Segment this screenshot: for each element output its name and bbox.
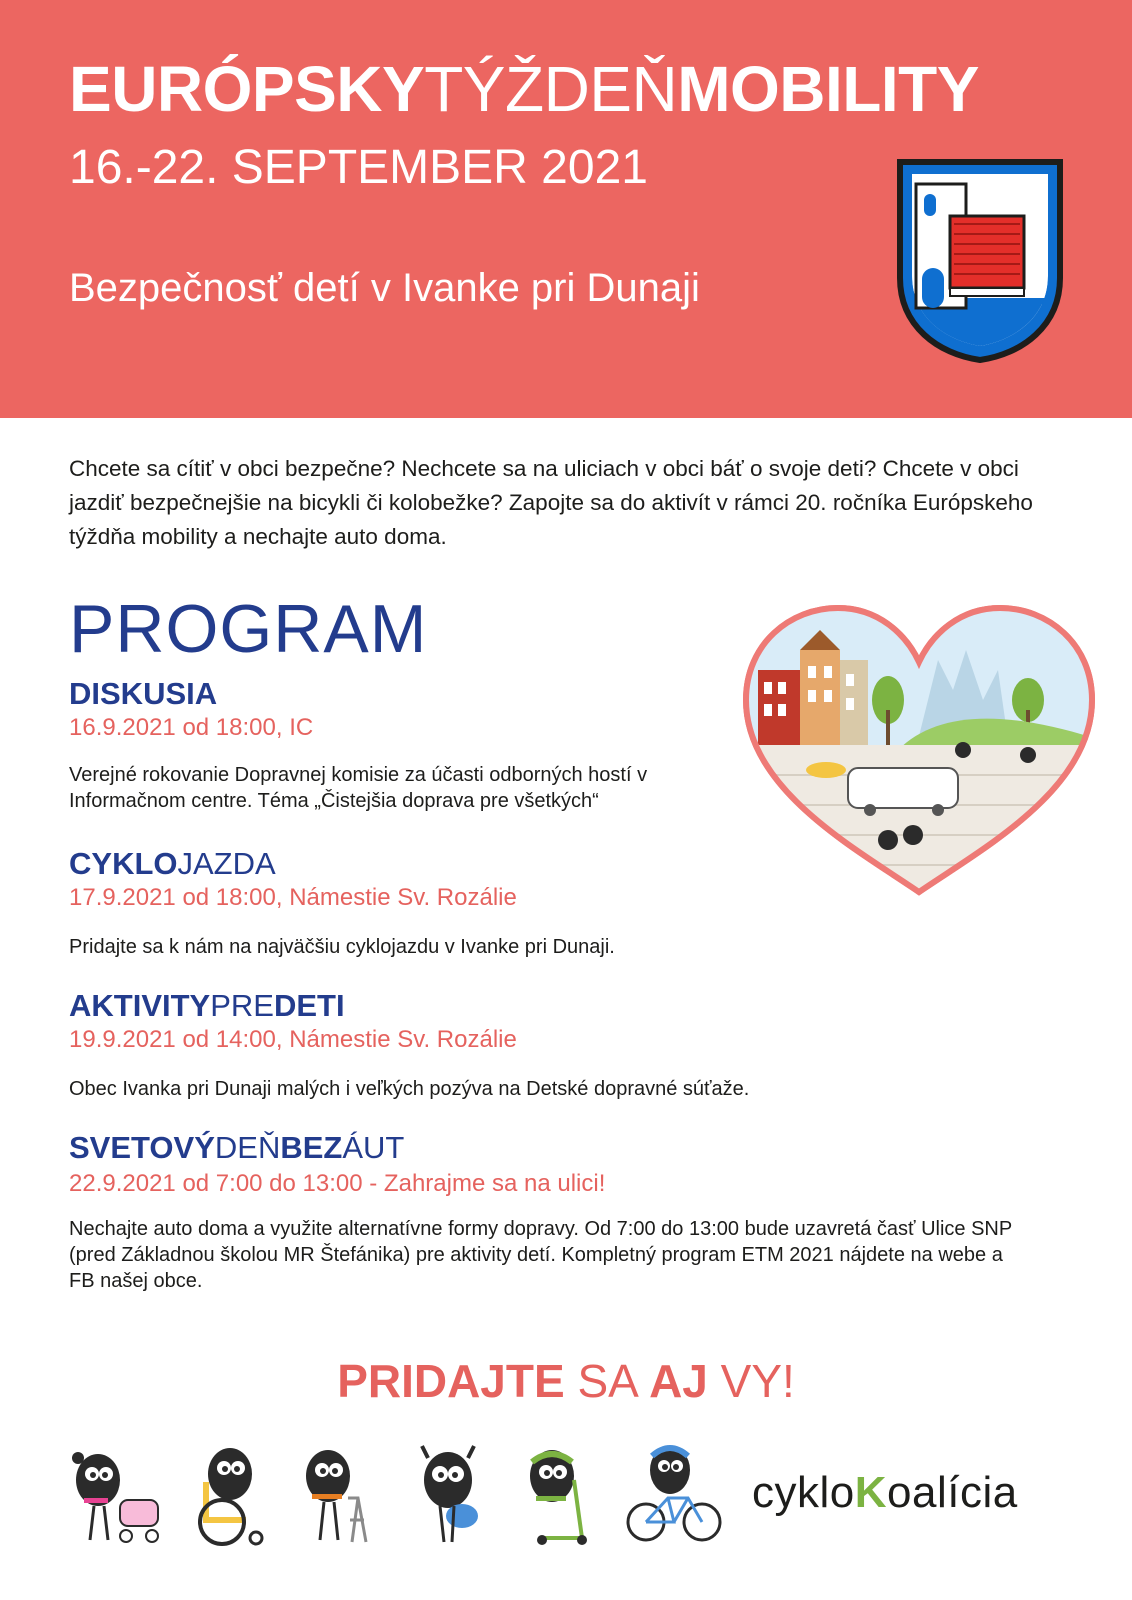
title-part-tyzden: TÝŽDEŇ bbox=[424, 53, 678, 125]
logo-text-part: cyklo bbox=[752, 1468, 855, 1517]
section-date-cyklojazda: 17.9.2021 od 18:00, Námestie Sv. Rozálie bbox=[69, 884, 517, 911]
section-text-diskusia: Verejné rokovanie Dopravnej komisie za účasti odborných hostí v Informačnom centre. Téma „Čistejšia doprava pre všetkých“ bbox=[69, 764, 648, 812]
section-title-cyklojazda bbox=[69, 846, 276, 882]
cta-part-light: VY! bbox=[720, 1355, 795, 1407]
section-title-bold: CYKLO bbox=[69, 846, 178, 881]
section-title-bold: DISKUSIA bbox=[69, 676, 218, 711]
mascot-pet-carrier-icon bbox=[400, 1440, 500, 1550]
title-part-mobility: MOBILITY bbox=[677, 53, 979, 125]
section-title-bold: DETI bbox=[273, 988, 345, 1023]
section-date-svetovy-den: 22.9.2021 od 7:00 do 13:00 - Zahrajme sa na ulici! bbox=[69, 1170, 606, 1197]
section-text-svetovy-den: Nechajte auto doma a využite alternatívne formy dopravy. Od 7:00 do 13:00 bude uzavretá časť Ulice SNP (pred Základnou školou MR Štefánika) pre aktivity detí. Kompletný program ETM 2021 nájdete na webe a FB našej obce. bbox=[69, 1218, 1012, 1292]
cta-part-bold: PRIDAJTE bbox=[337, 1355, 565, 1407]
section-title-light: JAZDA bbox=[177, 846, 276, 881]
section-title-light: DEŇ bbox=[214, 1130, 281, 1165]
event-dates: 16.-22. SEPTEMBER 2021 bbox=[69, 141, 648, 194]
section-title-aktivity-pre-deti bbox=[69, 988, 345, 1024]
mascot-bicycle-icon bbox=[624, 1440, 724, 1550]
section-date-diskusia: 16.9.2021 od 18:00, IC bbox=[69, 714, 314, 741]
cta-part-bold: AJ bbox=[649, 1355, 708, 1407]
event-subtitle: Bezpečnosť detí v Ivanke pri Dunaji bbox=[69, 266, 700, 310]
section-title-bold: BEZ bbox=[280, 1130, 343, 1165]
section-title-diskusia bbox=[69, 676, 217, 712]
municipal-crest-icon bbox=[894, 158, 1066, 364]
mascot-walker-icon bbox=[288, 1440, 388, 1550]
header-banner bbox=[0, 0, 1132, 418]
mascot-scooter-icon bbox=[512, 1440, 612, 1550]
program-heading: PROGRAM bbox=[69, 591, 428, 667]
mascot-wheelchair-icon bbox=[176, 1440, 276, 1550]
intro-paragraph: Chcete sa cítiť v obci bezpečne? Nechcete sa na uliciach v obci báť o svoje deti? Chcete v obci jazdiť bezpečnejšie na bicykli či kolobežke? Zapojte sa do aktivít v rámci 20. ročníka Európskeho týždňa mobility a nechajte auto doma. bbox=[69, 456, 1033, 549]
section-date-aktivity: 19.9.2021 od 14:00, Námestie Sv. Rozálie bbox=[69, 1026, 517, 1053]
cta-part-light: SA bbox=[577, 1355, 637, 1407]
section-title-light: PRE bbox=[210, 988, 274, 1023]
mascot-stroller-icon bbox=[64, 1440, 164, 1550]
section-title-light: ÁUT bbox=[342, 1130, 405, 1165]
section-title-bold: AKTIVITY bbox=[69, 988, 211, 1023]
title-part-europsky: EURÓPSKY bbox=[69, 53, 425, 125]
logo-bike-letter: K bbox=[854, 1468, 888, 1517]
event-title bbox=[69, 52, 979, 126]
logo-text-part: oalícia bbox=[887, 1468, 1018, 1517]
section-text-cyklojazda: Pridajte sa k nám na najväčšiu cyklojazdu v Ivanke pri Dunaji. bbox=[69, 936, 615, 958]
section-title-svetovy-den-bez-aut bbox=[69, 1130, 404, 1166]
section-title-bold: SVETOVÝ bbox=[69, 1130, 215, 1165]
cyklokoalicia-logo bbox=[752, 1468, 1018, 1518]
call-to-action bbox=[0, 1354, 1132, 1408]
heart-city-illustration-icon bbox=[738, 600, 1100, 900]
mascot-figures-row bbox=[64, 1440, 724, 1550]
section-text-aktivity: Obec Ivanka pri Dunaji malých i veľkých pozýva na Detské dopravné súťaže. bbox=[69, 1078, 750, 1100]
